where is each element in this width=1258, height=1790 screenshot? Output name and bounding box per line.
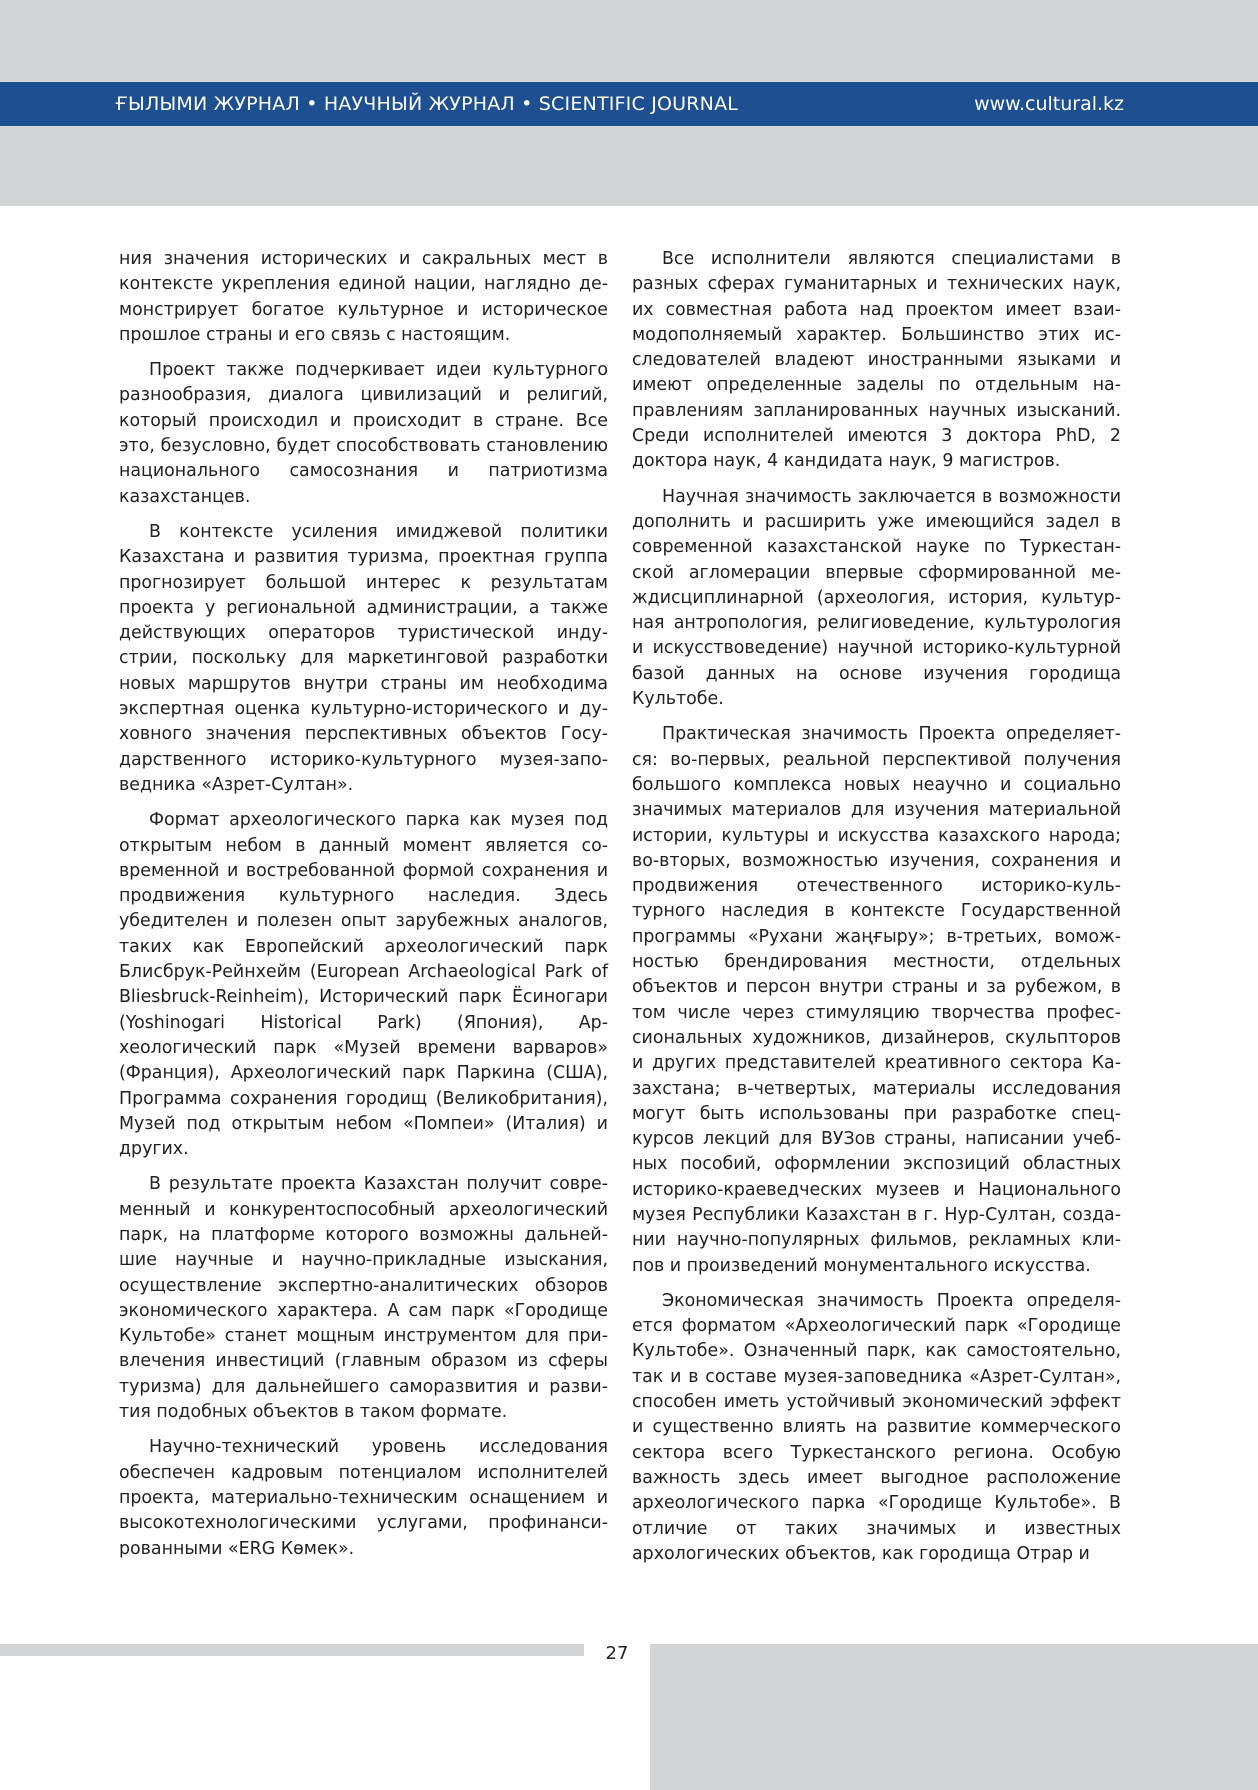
footer-band — [650, 1644, 1258, 1790]
paragraph: Практическая значимость Проекта определяется: во-первых, реальной перспективой получения большого комплекса новых неаучно и социально значимых материалов для изучения материальной истории, культуры и искусства казахского народа; во-вторых, возможностью изучения, сохранения и продвижения отечественного историко-культурного наследия в контексте Государственной программы «Рухани жаңғыру»; в-третьих, воможностью брендирования местности, отдельных объектов и персон внутри страны и за рубежом, в том числе через стимуляцию творчества профессиональных художников, дизайнеров, скульпторов и других представителей креативного сектора Казахстана; в-четвертых, материалы исследования могут быть использованы при разработке спецкурсов лекций для ВУЗов страны, написании учебных пособий, оформлении экспозиций областных историко-краеведческих музеев и Национального музея Республики Казахстан в г. Нур-Султан, создании научно-популярных фильмов, рекламных клипов и произведений монументального искусства. — [632, 724, 1121, 1276]
journal-header-bar — [0, 82, 1258, 126]
left-text-column — [119, 247, 608, 1572]
page-number: 27 — [605, 1643, 629, 1664]
footer-bar — [0, 1644, 584, 1656]
paragraph: Экономическая значимость Проекта определяется форматом «Археологический парк «Городище Культобе». Означенный парк, как самостоятельно, так и в составе музея-заповедника «Азрет-Султан», способен иметь устойчивый экономический эффект и существенно влиять на развитие коммерческого сектора всего Туркестанского региона. Особую важность здесь имеет выгодное расположение археологического парка «Городище Культобе». В отличие от таких значимых и известных архологических объектов, как городища Отрар и — [632, 1290, 1121, 1564]
paragraph: Научно-технический уровень исследования обеспечен кадровым потенциалом исполнителей проекта, материально-техническим оснащением и высокотехнологическими услугами, профинансированными «ERG Көмек». — [119, 1437, 608, 1559]
paragraph: В результате проекта Казахстан получит современный и конкурентоспособный археологический парк, на платформе которого возможны дальнейшие научные и научно-прикладные изыскания, осуществление экспертно-аналитических обзоров экономического характера. А сам парк «Городище Культобе» станет мощным инструментом для привлечения инвестиций (главным образом из сферы туризма) для дальнейшего саморазвития и развития подобных объектов в таком формате. — [119, 1174, 608, 1423]
paragraph: Проект также подчеркивает идеи культурного разнообразия, диалога цивилизаций и религий, который происходил и происходит в стране. Все это, безусловно, будет способствовать становлению национального самосознания и патриотизма казахстанцев. — [119, 360, 608, 507]
paragraph: Научная значимость заключается в возможности дополнить и расширить уже имеющийся задел в современной казахстанской науке по Туркестанской агломерации впервые сформированной междисциплинарной (археология, история, культурная антропология, религиоведение, культурология и искусствоведение) научной историко-культурной базой данных на основе изучения городища Культобе. — [632, 486, 1121, 710]
paragraph: ния значения исторических и сакральных мест в контексте укрепления единой нации, наглядно демонстрирует богатое культурное и историческое прошлое страны и его связь с настоящим. — [119, 249, 608, 345]
paragraph: В контексте усиления имиджевой политики Казахстана и развития туризма, проектная группа прогнозирует большой интерес к результатам проекта у региональной администрации, а также действующих операторов туристической индустрии, поскольку для маркетинговой разработки новых маршрутов внутри страны им необходима экспертная оценка культурно-исторического и духовного значения перспективных объектов Государственного историко-культурного музея-заповедника «Азрет-Султан». — [119, 521, 608, 795]
website-link[interactable]: www.cultural.kz — [974, 93, 1124, 115]
right-text-column — [632, 247, 1121, 1577]
paragraph: Все исполнители являются специалистами в разных сферах гуманитарных и технических наук, их совместная работа над проектом имеет взаимодополняемый характер. Большинство этих исследователей владеют иностранными языками и имеют определенные заделы по отдельным направлениям запланированных научных изысканий. Среди исполнителей имеются 3 доктора PhD, 2 доктора наук, 4 кандидата наук, 9 магистров. — [632, 249, 1121, 472]
journal-title: ҒЫЛЫМИ ЖУРНАЛ • НАУЧНЫЙ ЖУРНАЛ • SCIENTIFIC JOURNAL — [115, 93, 739, 115]
paragraph: Формат археологического парка как музея под открытым небом в данный момент является современной и востребованной формой сохранения и продвижения культурного наследия. Здесь убедителен и полезен опыт зарубежных аналогов, таких как Европейский археологический парк Блисбрук-Рейнхейм (European Archaeological Park of Bliesbruck-Reinheim), Исторический парк Ёсиногари (Yoshinogari Historical Park) (Япония), Археологический парк «Музей времени варваров» (Франция), Археологический парк Паркина (США), Программа сохранения городищ (Великобритания), Музей под открытым небом «Помпеи» (Италия) и других. — [119, 810, 608, 1160]
